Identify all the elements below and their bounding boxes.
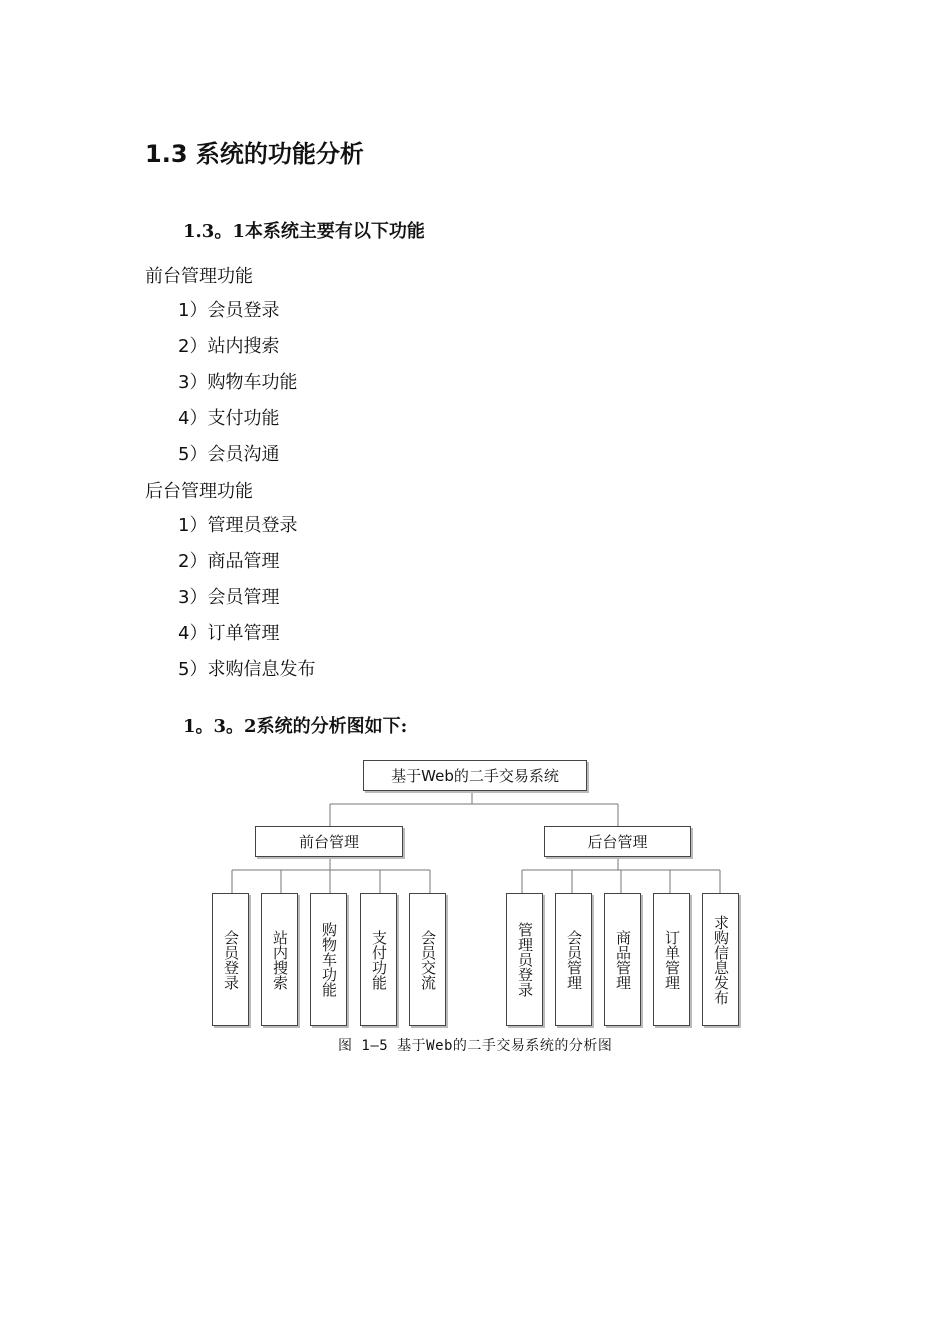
list-item: 2）商品管理 — [178, 551, 280, 572]
list-item: 1）会员登录 — [178, 300, 280, 321]
list-item: 4）支付功能 — [178, 408, 280, 429]
section-title: 1.3 系统的功能分析 — [145, 140, 364, 168]
diagram-node-front: 前台管理 — [255, 826, 403, 857]
front-group-title: 前台管理功能 — [145, 266, 253, 287]
diagram-root-node: 基于Web的二手交易系统 — [363, 760, 587, 791]
system-analysis-diagram — [200, 752, 760, 1037]
list-item: 5）会员沟通 — [178, 444, 280, 465]
list-item: 4）订单管理 — [178, 623, 280, 644]
diagram-leaf-node: 会员交流 — [409, 893, 446, 1026]
list-item: 2）站内搜索 — [178, 336, 280, 357]
back-group-title: 后台管理功能 — [145, 481, 253, 502]
diagram-leaf-node: 会员登录 — [212, 893, 249, 1026]
diagram-leaf-node: 管理员登录 — [506, 893, 543, 1026]
diagram-leaf-node: 订单管理 — [653, 893, 690, 1026]
list-item: 1）管理员登录 — [178, 515, 298, 536]
diagram-leaf-node: 站内搜索 — [261, 893, 298, 1026]
diagram-node-back: 后台管理 — [544, 826, 691, 857]
figure-caption: 图 1—5 基于Web的二手交易系统的分析图 — [338, 1038, 613, 1054]
subsection-title-diagram: 1。3。2系统的分析图如下: — [183, 716, 408, 737]
list-item: 3）购物车功能 — [178, 372, 298, 393]
list-item: 5）求购信息发布 — [178, 659, 316, 680]
diagram-leaf-node: 购物车功能 — [310, 893, 347, 1026]
diagram-leaf-node: 会员管理 — [555, 893, 592, 1026]
diagram-leaf-node: 商品管理 — [604, 893, 641, 1026]
diagram-leaf-node: 求购信息发布 — [702, 893, 739, 1026]
subsection-title-functions: 1.3。1本系统主要有以下功能 — [183, 221, 425, 242]
diagram-leaf-node: 支付功能 — [360, 893, 397, 1026]
list-item: 3）会员管理 — [178, 587, 280, 608]
